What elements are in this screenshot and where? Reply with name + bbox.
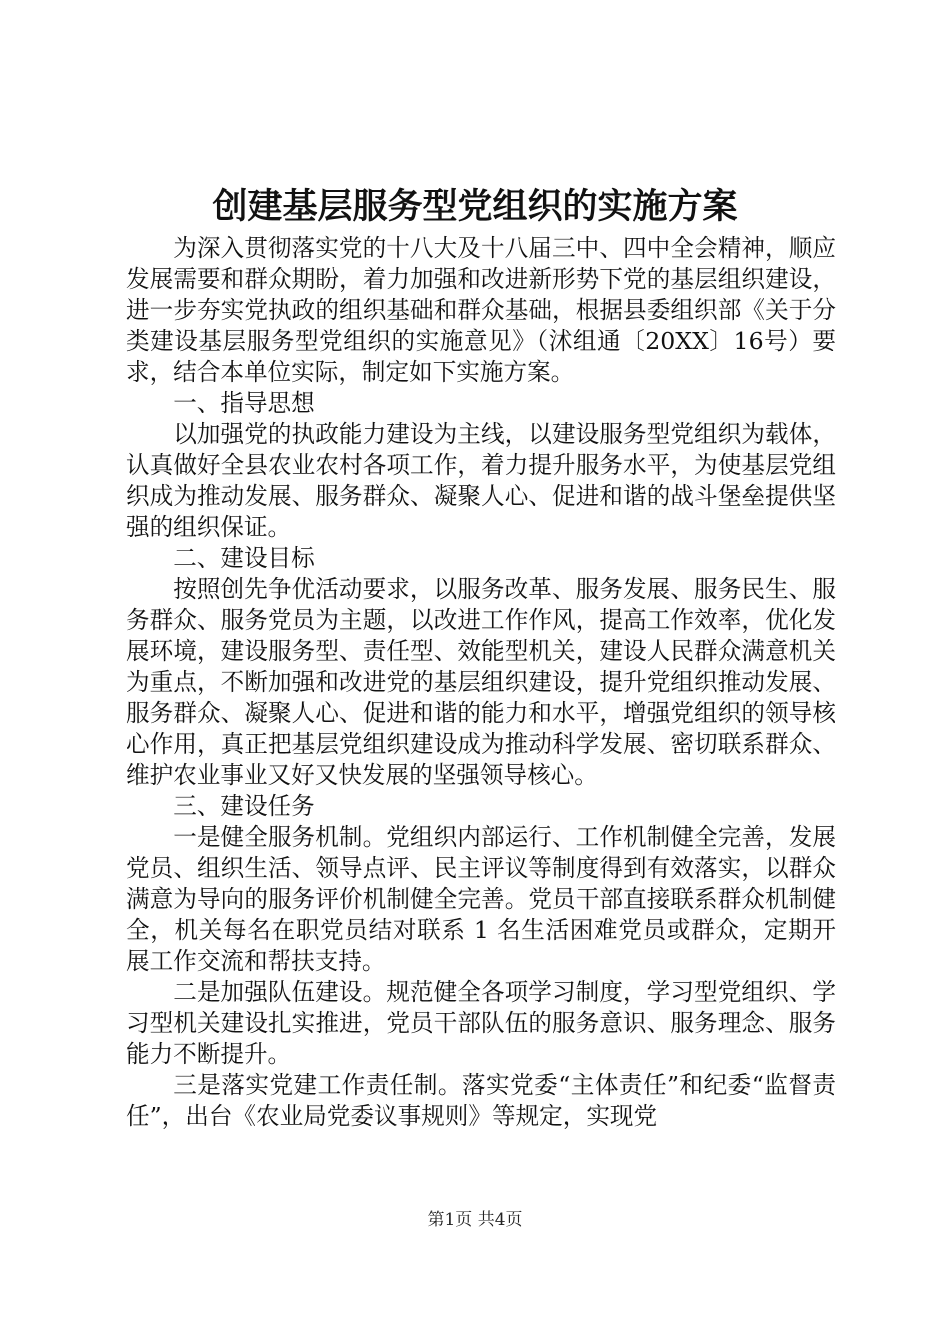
paragraph-task-3: 三是落实党建工作责任制。落实党委“主体责任”和纪委“监督责任”，出台《农业局党委议事规则》等规定，实现党: [126, 1071, 836, 1130]
page-footer: 第1页 共4页: [427, 1210, 523, 1230]
paragraph-guiding-ideology: 以加强党的执政能力建设为主线，以建设服务型党组织为载体，认真做好全县农业农村各项工作，着力提升服务水平，为使基层党组织成为推动发展、服务群众、凝聚人心、促进和谐的战斗堡垒提供坚强的组织保证。: [126, 420, 836, 541]
section-heading-guiding-ideology: 一、指导思想: [173, 389, 315, 417]
document-body: [126, 233, 836, 1132]
paragraph-intro: 为深入贯彻落实党的十八大及十八届三中、四中全会精神，顺应发展需要和群众期盼，着力加强和改进新形势下党的基层组织建设，进一步夯实党执政的组织基础和群众基础，根据县委组织部《关于分类建设基层服务型党组织的实施意见》（沭组通〔20XX〕16号）要求，结合本单位实际，制定如下实施方案。: [126, 234, 836, 386]
paragraph-task-2: 二是加强队伍建设。规范健全各项学习制度，学习型党组织、学习型机关建设扎实推进，党员干部队伍的服务意识、服务理念、服务能力不断提升。: [126, 978, 836, 1068]
section-heading-tasks: 三、建设任务: [173, 792, 315, 820]
section-heading-goals: 二、建设目标: [173, 544, 315, 572]
document-title: 创建基层服务型党组织的实施方案: [212, 186, 738, 227]
paragraph-task-1: 一是健全服务机制。党组织内部运行、工作机制健全完善，发展党员、组织生活、领导点评、民主评议等制度得到有效落实，以群众满意为导向的服务评价机制健全完善。党员干部直接联系群众机制健全，机关每名在职党员结对联系 1 名生活困难党员或群众，定期开展工作交流和帮扶支持。: [126, 823, 836, 975]
paragraph-goals: 按照创先争优活动要求，以服务改革、服务发展、服务民生、服务群众、服务党员为主题，以改进工作作风，提高工作效率，优化发展环境，建设服务型、责任型、效能型机关，建设人民群众满意机关为重点，不断加强和改进党的基层组织建设，提升党组织推动发展、服务群众、凝聚人心、促进和谐的能力和水平，增强党组织的领导核心作用，真正把基层党组织建设成为推动科学发展、密切联系群众、维护农业事业又好又快发展的坚强领导核心。: [126, 575, 836, 789]
